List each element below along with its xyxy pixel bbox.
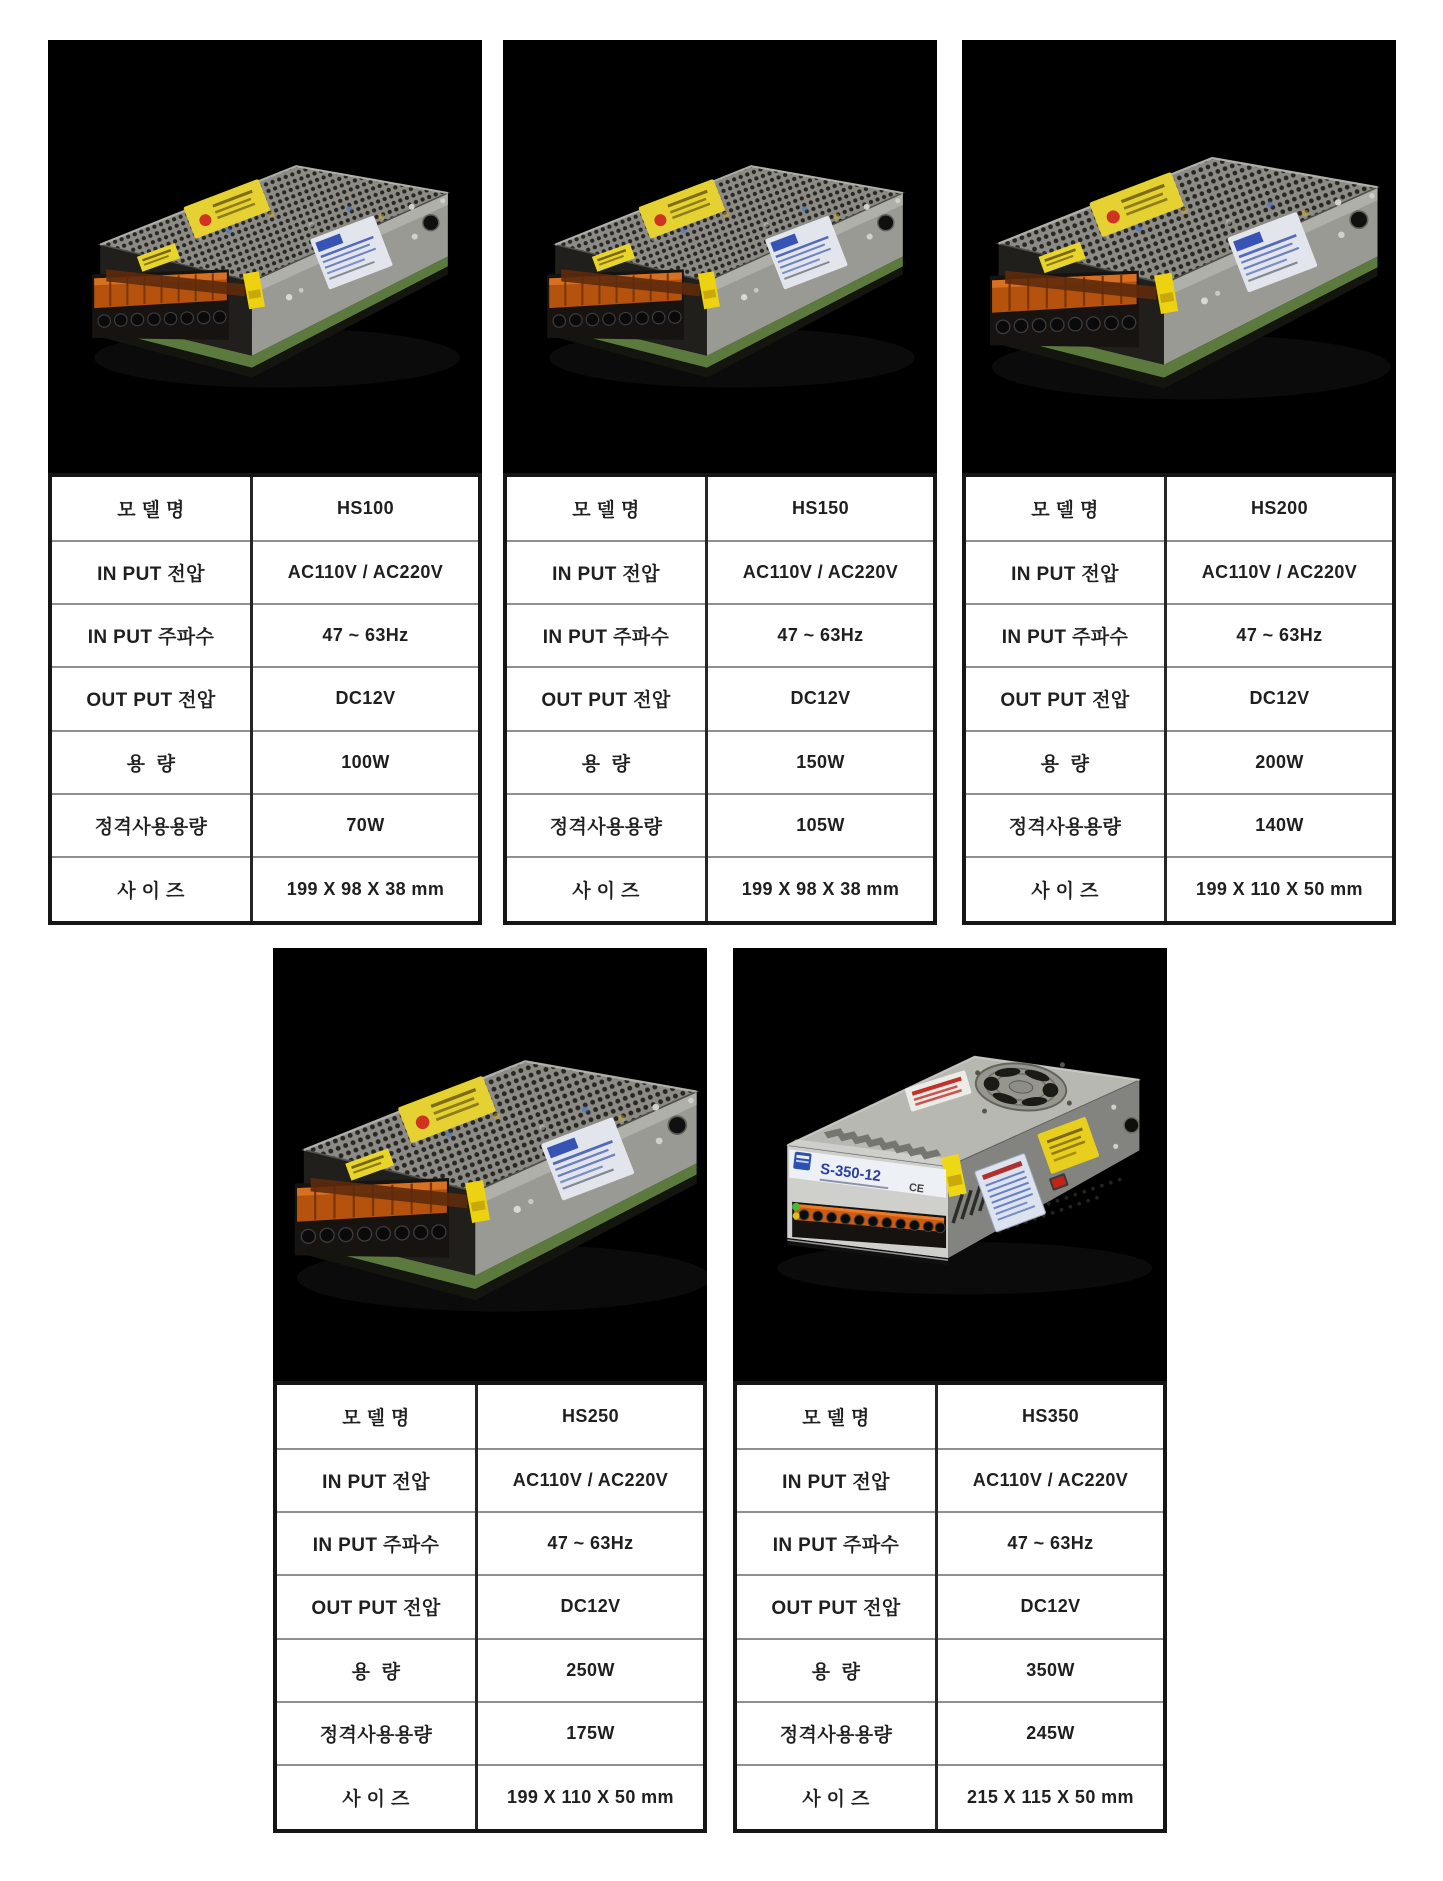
spec-value-size: 199 X 98 X 38 mm [707,857,936,923]
spec-label-model: 모 델 명 [505,475,707,541]
spec-row-model [505,475,935,541]
spec-row-model [275,1383,705,1449]
spec-row-model [50,475,480,541]
spec-value-input_frequency: 47 ~ 63Hz [1166,604,1395,667]
spec-row-input_frequency [505,604,935,667]
spec-value-rated_capacity: 140W [1166,794,1395,857]
spec-value-input_voltage: AC110V / AC220V [252,541,481,604]
spec-row-capacity [505,731,935,794]
spec-label-input_frequency: IN PUT 주파수 [735,1512,937,1575]
product-card-hs350 [733,948,1167,1833]
spec-row-input_frequency [50,604,480,667]
spec-table-hs100 [48,473,482,925]
spec-row-rated_capacity [505,794,935,857]
spec-value-input_frequency: 47 ~ 63Hz [252,604,481,667]
spec-table-hs250 [273,1381,707,1833]
spec-value-input_voltage: AC110V / AC220V [477,1449,706,1512]
spec-row-input_voltage [505,541,935,604]
spec-value-input_voltage: AC110V / AC220V [937,1449,1166,1512]
spec-value-capacity: 150W [707,731,936,794]
spec-row-capacity [964,731,1394,794]
product-photo-hs250 [273,948,707,1381]
spec-row-size [505,857,935,923]
spec-table-hs350 [733,1381,1167,1833]
spec-row-size [275,1765,705,1831]
spec-label-output_voltage: OUT PUT 전압 [505,667,707,730]
spec-row-capacity [50,731,480,794]
spec-table-hs150 [503,473,937,925]
spec-value-output_voltage: DC12V [937,1575,1166,1638]
spec-label-rated_capacity: 정격사용용량 [505,794,707,857]
spec-row-rated_capacity [50,794,480,857]
spec-value-input_voltage: AC110V / AC220V [1166,541,1395,604]
spec-value-capacity: 350W [937,1639,1166,1702]
spec-label-rated_capacity: 정격사용용량 [275,1702,477,1765]
spec-value-rated_capacity: 70W [252,794,481,857]
spec-row-input_voltage [964,541,1394,604]
spec-label-input_voltage: IN PUT 전압 [50,541,252,604]
spec-label-model: 모 델 명 [50,475,252,541]
spec-row-output_voltage [735,1575,1165,1638]
spec-label-model: 모 델 명 [735,1383,937,1449]
spec-label-size: 사 이 즈 [505,857,707,923]
spec-label-rated_capacity: 정격사용용량 [735,1702,937,1765]
spec-value-size: 199 X 110 X 50 mm [1166,857,1395,923]
spec-label-rated_capacity: 정격사용용량 [50,794,252,857]
spec-row-size [735,1765,1165,1831]
spec-value-output_voltage: DC12V [477,1575,706,1638]
spec-row-output_voltage [275,1575,705,1638]
spec-value-output_voltage: DC12V [1166,667,1395,730]
product-card-hs200 [962,40,1396,925]
spec-value-capacity: 200W [1166,731,1395,794]
product-photo-hs350 [733,948,1167,1381]
spec-label-capacity: 용 량 [505,731,707,794]
spec-label-input_frequency: IN PUT 주파수 [505,604,707,667]
spec-value-input_frequency: 47 ~ 63Hz [937,1512,1166,1575]
spec-row-input_frequency [735,1512,1165,1575]
product-photo-hs200 [962,40,1396,473]
spec-row-capacity [735,1639,1165,1702]
psu-mesh-illustration [503,40,937,473]
spec-row-output_voltage [50,667,480,730]
spec-row-size [50,857,480,923]
spec-value-output_voltage: DC12V [707,667,936,730]
spec-row-input_frequency [275,1512,705,1575]
spec-row-rated_capacity [964,794,1394,857]
spec-row-capacity [275,1639,705,1702]
spec-value-rated_capacity: 245W [937,1702,1166,1765]
product-photo-hs150 [503,40,937,473]
spec-label-model: 모 델 명 [275,1383,477,1449]
spec-row-output_voltage [505,667,935,730]
spec-value-model: HS350 [1021,1405,1080,1426]
spec-label-rated_capacity: 정격사용용량 [964,794,1166,857]
spec-label-output_voltage: OUT PUT 전압 [275,1575,477,1638]
spec-value-size: 199 X 98 X 38 mm [252,857,481,923]
spec-label-input_frequency: IN PUT 주파수 [275,1512,477,1575]
spec-row-rated_capacity [275,1702,705,1765]
product-card-hs250 [273,948,707,1833]
spec-row-input_voltage [735,1449,1165,1512]
spec-value-model: HS100 [336,497,395,518]
product-card-hs150 [503,40,937,925]
spec-row-output_voltage [964,667,1394,730]
spec-label-size: 사 이 즈 [50,857,252,923]
psu-mesh-illustration [962,40,1396,473]
spec-row-input_voltage [275,1449,705,1512]
spec-label-size: 사 이 즈 [275,1765,477,1831]
spec-label-output_voltage: OUT PUT 전압 [50,667,252,730]
psu-mesh-illustration [273,948,707,1381]
spec-label-input_voltage: IN PUT 전압 [964,541,1166,604]
spec-label-model: 모 델 명 [964,475,1166,541]
spec-value-capacity: 250W [477,1639,706,1702]
spec-label-input_frequency: IN PUT 주파수 [50,604,252,667]
spec-label-size: 사 이 즈 [735,1765,937,1831]
spec-label-capacity: 용 량 [964,731,1166,794]
spec-value-model: HS200 [1250,497,1309,518]
spec-value-output_voltage: DC12V [252,667,481,730]
spec-value-input_frequency: 47 ~ 63Hz [707,604,936,667]
spec-value-size: 199 X 110 X 50 mm [477,1765,706,1831]
spec-label-output_voltage: OUT PUT 전압 [735,1575,937,1638]
product-photo-hs100 [48,40,482,473]
spec-value-rated_capacity: 105W [707,794,936,857]
spec-value-size: 215 X 115 X 50 mm [937,1765,1166,1831]
spec-row-model [964,475,1394,541]
psu-fan-illustration [733,948,1167,1381]
spec-value-capacity: 100W [252,731,481,794]
spec-label-output_voltage: OUT PUT 전압 [964,667,1166,730]
spec-value-model: HS150 [791,497,850,518]
spec-label-input_voltage: IN PUT 전압 [505,541,707,604]
spec-row-size [964,857,1394,923]
spec-value-input_frequency: 47 ~ 63Hz [477,1512,706,1575]
spec-row-model [735,1383,1165,1449]
spec-row-input_voltage [50,541,480,604]
spec-label-input_voltage: IN PUT 전압 [275,1449,477,1512]
spec-label-input_voltage: IN PUT 전압 [735,1449,937,1512]
spec-label-capacity: 용 량 [275,1639,477,1702]
psu-mesh-illustration [48,40,482,473]
spec-value-model: HS250 [561,1405,620,1426]
product-card-hs100 [48,40,482,925]
spec-label-size: 사 이 즈 [964,857,1166,923]
spec-value-rated_capacity: 175W [477,1702,706,1765]
spec-label-capacity: 용 량 [735,1639,937,1702]
spec-row-rated_capacity [735,1702,1165,1765]
spec-row-input_frequency [964,604,1394,667]
spec-label-capacity: 용 량 [50,731,252,794]
spec-value-input_voltage: AC110V / AC220V [707,541,936,604]
spec-label-input_frequency: IN PUT 주파수 [964,604,1166,667]
spec-table-hs200 [962,473,1396,925]
